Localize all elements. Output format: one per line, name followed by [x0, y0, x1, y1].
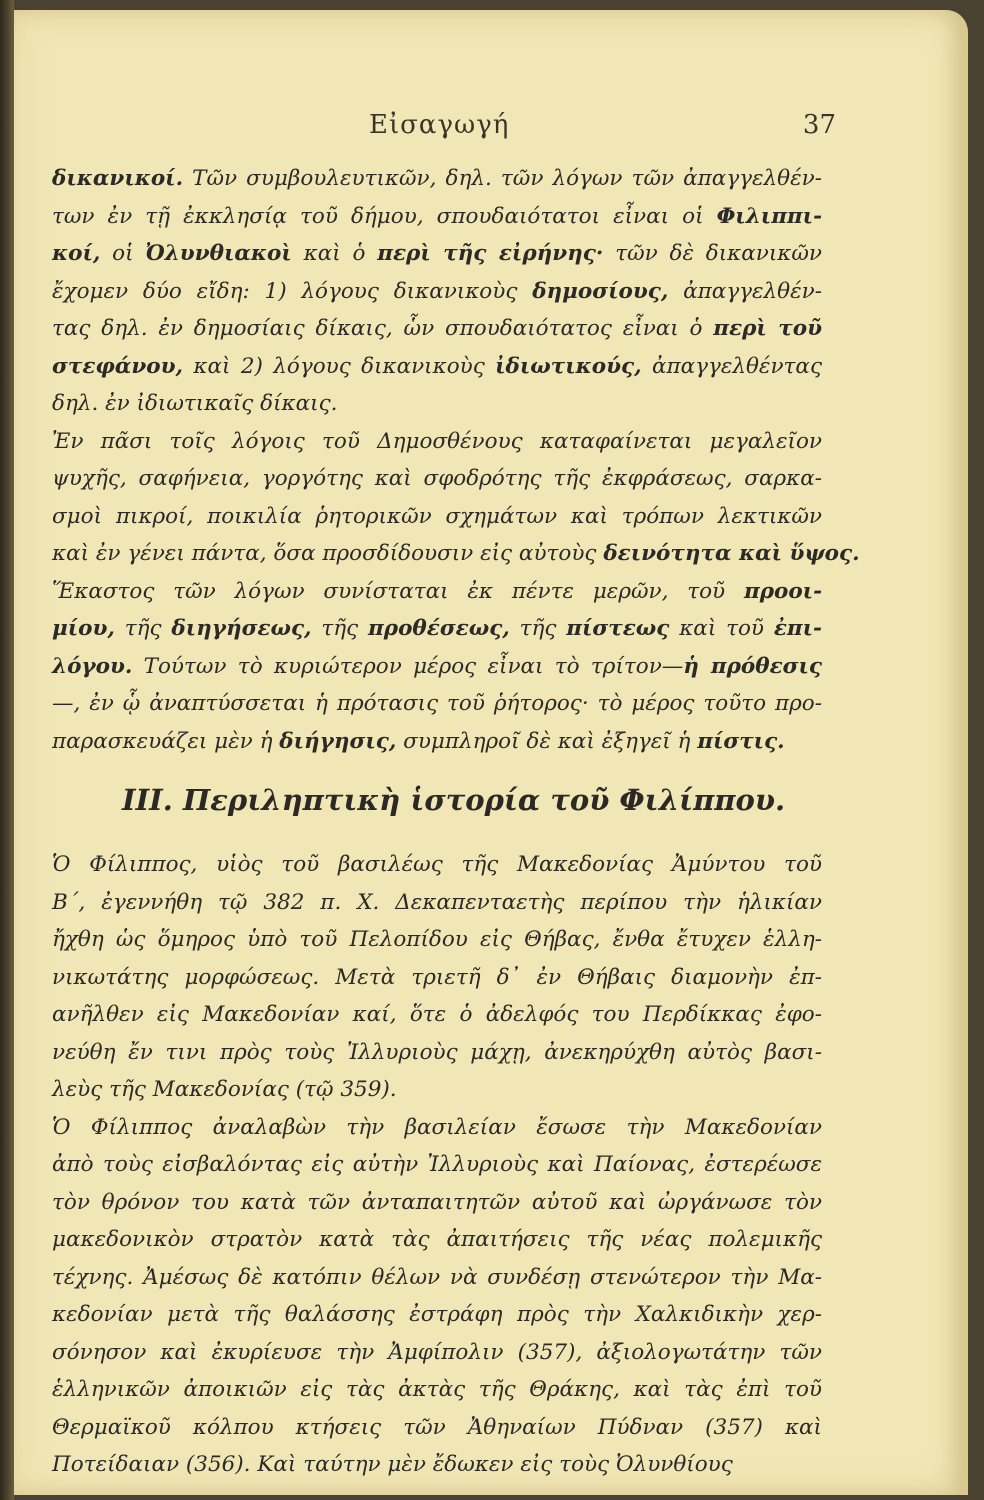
text-line [52, 535, 860, 573]
bold-term: ἐπι- [773, 616, 822, 641]
text-line [52, 1184, 822, 1222]
text-run: νικωτάτης μορφώσεως. Μετὰ τριετῆ δ᾽ ἐν Θήβαις διαμονὴν ἐπ- [52, 964, 822, 990]
bold-term: δημοσίους, [532, 278, 669, 304]
bold-term: Ὀλυνθιακοὶ [145, 241, 292, 266]
bold-term: περὶ τοῦ [713, 316, 822, 341]
text-run: τῆς [311, 616, 369, 641]
bold-term: κοί, [52, 241, 101, 266]
text-run: τὸν θρόνον του κατὰ τῶν ἀνταπαιτητῶν αὐτοῦ καὶ ὠργάνωσε τὸν [52, 1189, 822, 1215]
paragraph [52, 573, 822, 761]
bold-term: προθέσεως, [368, 616, 510, 641]
text-line [52, 1334, 822, 1372]
page-number: 37 [802, 110, 836, 140]
text-run: τῆς [509, 616, 567, 641]
text-run: —, ἐν ᾧ ἀναπτύσσεται ἡ πρότασις τοῦ ῥήτορος· τὸ μέρος τοῦτο προ- [52, 691, 822, 716]
text-line [52, 1409, 822, 1447]
bold-term: μίου, [52, 616, 115, 641]
text-run: καὶ τοῦ [669, 616, 774, 641]
text-run: ἀπαγγελθέν- [668, 278, 822, 304]
text-run: δηλ. ἐν ἰδιωτικαῖς δίκαις. [52, 391, 338, 416]
text-run: καὶ ὁ [291, 241, 378, 266]
text-line [52, 423, 822, 461]
text-run: ἀπαγγελθέντας [641, 353, 822, 379]
text-line [52, 273, 822, 311]
text-run: σόνησον καὶ ἐκυρίευσε τὴν Ἀμφίπολιν (357), ἀξιολογωτάτην τῶν [52, 1339, 822, 1365]
text-line [52, 959, 822, 997]
bold-term: περὶ τῆς εἰρήνης· [377, 241, 604, 266]
text-line [52, 385, 822, 423]
bold-term: διηγήσεως, [171, 616, 312, 641]
text-run: Ἕκαστος τῶν λόγων συνίσταται ἐκ πέντε μερῶν, τοῦ [52, 578, 744, 604]
text-line [52, 648, 822, 686]
text-block-philip [52, 846, 822, 1484]
text-line [52, 1259, 822, 1297]
text-line [52, 1071, 822, 1109]
bold-term: ἡ πρόθεσις [683, 653, 823, 679]
bold-term: δικανικοί. [52, 166, 184, 191]
text-run: τέχνης. Ἀμέσως δὲ κατόπιν θέλων νὰ συνδέσῃ στενώτερον τὴν Μα- [52, 1264, 822, 1290]
bold-term: πίστεως [566, 616, 670, 641]
text-run: παρασκευάζει μὲν ἡ [52, 728, 280, 754]
text-run: Ὁ Φίλιππος ἀναλαβὼν τὴν βασιλείαν ἔσωσε τὴν Μακεδονίαν [52, 1114, 822, 1140]
text-line [52, 348, 822, 386]
text-run: Β΄, ἐγεννήθη τῷ 382 π. Χ. Δεκαπενταετὴς περίπου τὴν ἡλικίαν [52, 889, 822, 915]
text-run: λεὺς τῆς Μακεδονίας (τῷ 359). [52, 1077, 397, 1102]
text-line [52, 1221, 822, 1259]
text-run: των ἐν τῇ ἐκκλησίᾳ τοῦ δήμου, σπουδαιότατοι εἶναι οἱ [52, 203, 717, 229]
bold-term: λόγου. [52, 653, 133, 679]
bold-term: πίστις. [697, 728, 785, 754]
text-line [52, 996, 822, 1034]
paragraph [52, 1109, 822, 1484]
text-run: τῆς [114, 616, 172, 641]
text-run: ανῆλθεν εἰς Μακεδονίαν καί, ὅτε ὁ ἀδελφός του Περδίκκας ἐφο- [52, 1002, 822, 1027]
text-run: οἱ [100, 241, 146, 266]
book-binding-edge [0, 0, 14, 1500]
text-line [52, 846, 822, 884]
text-run: ἑλληνικῶν ἀποικιῶν εἰς τὰς ἀκτὰς τῆς Θράκης, καὶ τὰς ἐπὶ τοῦ [52, 1377, 822, 1402]
bold-term: ἰδιωτικούς, [495, 353, 642, 379]
paragraph [52, 846, 822, 1109]
text-run: ἔχομεν δύο εἴδη: 1) λόγους δικανικοὺς [52, 278, 533, 304]
bold-term: στεφάνου, [52, 353, 184, 379]
text-run: Θερμαϊκοῦ κόλπου κτήσεις τῶν Ἀθηναίων Πύδναν (357) καὶ [52, 1414, 822, 1440]
paragraph [52, 423, 860, 573]
text-line [52, 921, 822, 959]
bold-term: Φιλιππι- [716, 203, 822, 229]
text-line [52, 1109, 822, 1147]
book-page [14, 10, 968, 1495]
paragraph [52, 160, 822, 423]
text-line [52, 235, 822, 273]
text-run: Ἐν πᾶσι τοῖς λόγοις τοῦ Δημοσθένους καταφαίνεται μεγαλεῖον [52, 428, 822, 454]
bold-term: δεινότητα καὶ ὕψος. [603, 541, 860, 566]
text-line [52, 310, 822, 348]
text-run: Ποτείδαιαν (356). Καὶ ταύτην μὲν ἔδωκεν εἰς τοὺς Ὀλυνθίους [52, 1452, 733, 1477]
running-title: Εἰσαγωγή [369, 110, 510, 140]
text-line [52, 573, 822, 611]
text-line [52, 160, 822, 198]
text-run: ψυχῆς, σαφήνεια, γοργότης καὶ σφοδρότης τῆς ἐκφράσεως, σαρκα- [52, 466, 822, 491]
bold-term: διήγησις, [279, 728, 397, 754]
text-run: νεύθη ἔν τινι πρὸς τοὺς Ἰλλυριοὺς μάχῃ, ἀνεκηρύχθη αὐτὸς βασι- [52, 1039, 822, 1065]
text-line [52, 1146, 822, 1184]
text-line [52, 498, 822, 536]
text-line [52, 460, 822, 498]
page-header [14, 110, 964, 150]
text-line [52, 1296, 822, 1334]
text-line [52, 1371, 822, 1409]
text-line [52, 1446, 822, 1484]
text-run: ἤχθη ὡς ὅμηρος ὑπὸ τοῦ Πελοπίδου εἰς Θήβας, ἔνθα ἔτυχεν ἑλλη- [52, 927, 822, 952]
bold-term: προοι- [743, 578, 822, 604]
text-line [52, 610, 822, 648]
body-text [52, 160, 860, 1484]
text-line [52, 1034, 822, 1072]
text-run: μακεδονικὸν στρατὸν κατὰ τὰς ἀπαιτήσεις τῆς νέας πολεμικῆς [52, 1227, 822, 1252]
text-run: καὶ 2) λόγους δικανικοὺς [183, 353, 496, 379]
text-run: τας δηλ. ἐν δημοσίαις δίκαις, ὧν σπουδαιότατος εἶναι ὁ [52, 316, 714, 341]
text-run: συμπληροῖ δὲ καὶ ἐξηγεῖ ἡ [396, 728, 698, 754]
text-run: κεδονίαν μετὰ τῆς θαλάσσης ἐστράφη πρὸς τὴν Χαλκιδικὴν χερ- [52, 1302, 822, 1327]
text-line [52, 723, 822, 761]
text-run: Τῶν συμβουλευτικῶν, δηλ. τῶν λόγων τῶν ἀπαγγελθέν- [183, 166, 822, 191]
text-line [52, 685, 822, 723]
section-heading: III. Περιληπτικὴ ἱστορία τοῦ Φιλίππου. [122, 783, 786, 817]
text-run: ἀπὸ τοὺς εἰσβαλόντας εἰς αὐτὴν Ἰλλυριοὺς καὶ Παίονας, ἐστερέωσε [52, 1152, 822, 1177]
text-run: Ὁ Φίλιππος, υἱὸς τοῦ βασιλέως τῆς Μακεδονίας Ἀμύντου τοῦ [52, 852, 822, 877]
text-line [52, 198, 822, 236]
text-block-intro [52, 160, 860, 760]
text-run: Τούτων τὸ κυριώτερον μέρος εἶναι τὸ τρίτον— [132, 653, 684, 679]
text-run: καὶ ἐν γένει πάντα, ὅσα προσδίδουσιν εἰς αὐτοὺς [52, 541, 604, 566]
text-run: σμοὶ πικροί, ποικιλία ῥητορικῶν σχημάτων καὶ τρόπων λεκτικῶν [52, 503, 822, 529]
text-run: τῶν δὲ δικανικῶν [603, 241, 822, 266]
text-line [52, 884, 822, 922]
